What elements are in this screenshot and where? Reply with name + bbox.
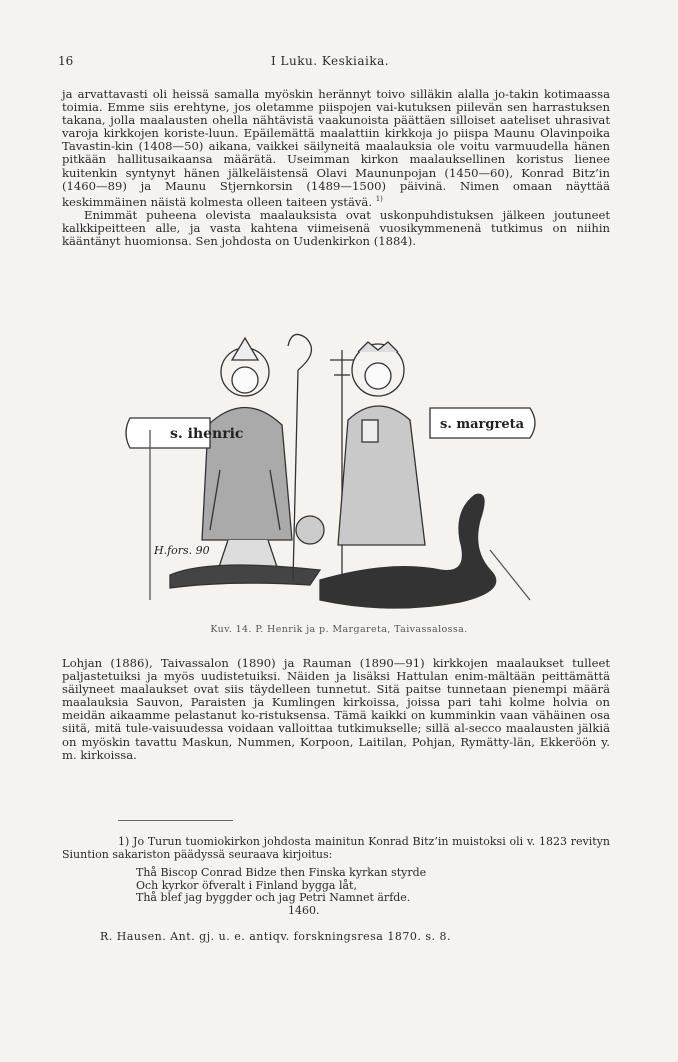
footnote-ref: 1) [375, 194, 383, 203]
artist-signature: H.fors. 90 [154, 544, 210, 557]
figure-caption: Kuv. 14. P. Henrik ja p. Margareta, Taivassalossa. [210, 624, 468, 635]
body-text-top [62, 88, 610, 248]
paragraph-1: ja arvattavasti oli heissä samalla myöskin herännyt toivo silläkin alalla jo-takin kotimaassa toimia. Emme siis erehtyne, jos oletamme piispojen vai-kutuksen piilevän sen harrastuksen takana, jolla maalausten ohella nähtävistä vaakunoista päättäen silloiset aateliset uhrasivat varoja kirkkojen koriste-luun. Epäilemättä maalattiin kirkkoja jo piispa Maunu Olavinpoika Tavastin-kin (1408—50) aikana, vaikkei säilyneitä maalauksia ole voitu varmuudella hänen pitkään hallitusaikaansa määrätä. Useimman kirkon maalauksellinen koristus lienee kuitenkin syntynyt hänen jälkeläistensä Olavi Maununpojan (1450—60), Konrad Bitz’in (1460—89) ja Maunu Stjernkorsin (1489—1500) päivinä. Nimen omaan näyttää keskimmäinen näistä kolmesta olleen taiteen ystävä. $^{1)}$ [62, 87, 610, 209]
figure-illustration [110, 330, 550, 620]
footnote-verse [136, 867, 556, 917]
verse-line: Thå Biscop Conrad Bidze then Finska kyrkan styrde [136, 866, 427, 879]
footnote-source: R. Hausen. Ant. gj. u. e. antiqv. forskningsresa 1870. s. 8. [100, 930, 451, 943]
saint-margareta-figure [338, 342, 425, 545]
banner-left-text: s. ihenric [170, 426, 244, 442]
verse-line: Thå blef jag byggder och jag Petri Namnet ärfde. [136, 891, 411, 904]
running-head: I Luku. Keskiaika. [270, 54, 390, 68]
banner-right-text: s. margreta [440, 417, 525, 432]
footnote-divider [118, 820, 233, 821]
paragraph-2: Enimmät puheena olevista maalauksista ovat uskonpuhdistuksen jälkeen joutuneet kalkkipeitteen alle, ja vasta kahtena viimeisenä vuosikymmenenä tutkimus on niihin kääntänyt huomionsa. Sen johdosta on Uudenkirkon (1884). [62, 207, 610, 248]
body-text-bottom [62, 657, 610, 762]
page-number: 16 [58, 54, 74, 68]
paragraph-3: Lohjan (1886), Taivassalon (1890) ja Rauman (1890—91) kirkkojen maalaukset tulleet paljastetuiksi ja myös uudistetuiksi. Näiden ja lisäksi Hattulan enim-mältään peittämättä säilyneet maalaukset ovat siis täydelleen tunnetut. Sitä paitse tunnetaan pienempi määrä maalauksia Sauvon, Paraisten ja Kumlingen kirkoissa, joissa pari tahi kolme holvia on meidän aikaamme pelastanut ko-ristuksensa. Tämä kaikki on kumminkin vaan vähäinen osa siitä, mitä tule-vaisuudessa voidaan valloittaa tutkimukselle; sillä al-secco maalausten jälkiä on myöskin tavattu Maskun, Nummen, Korpoon, Laitilan, Pohjan, Rymätty-län, Ekkeröön y. m. kirkoissa. [62, 656, 610, 762]
verse-line: Och kyrkor öfveralt i Finland bygga låt, [136, 878, 357, 892]
verse-date: 1460. [288, 903, 320, 917]
footnote-text: 1) Jo Turun tuomiokirkon johdosta mainitun Konrad Bitz’in muistoksi oli v. 1823 revityn Siuntion sakariston päädyssä seuraava kirjoitus: [62, 835, 610, 861]
